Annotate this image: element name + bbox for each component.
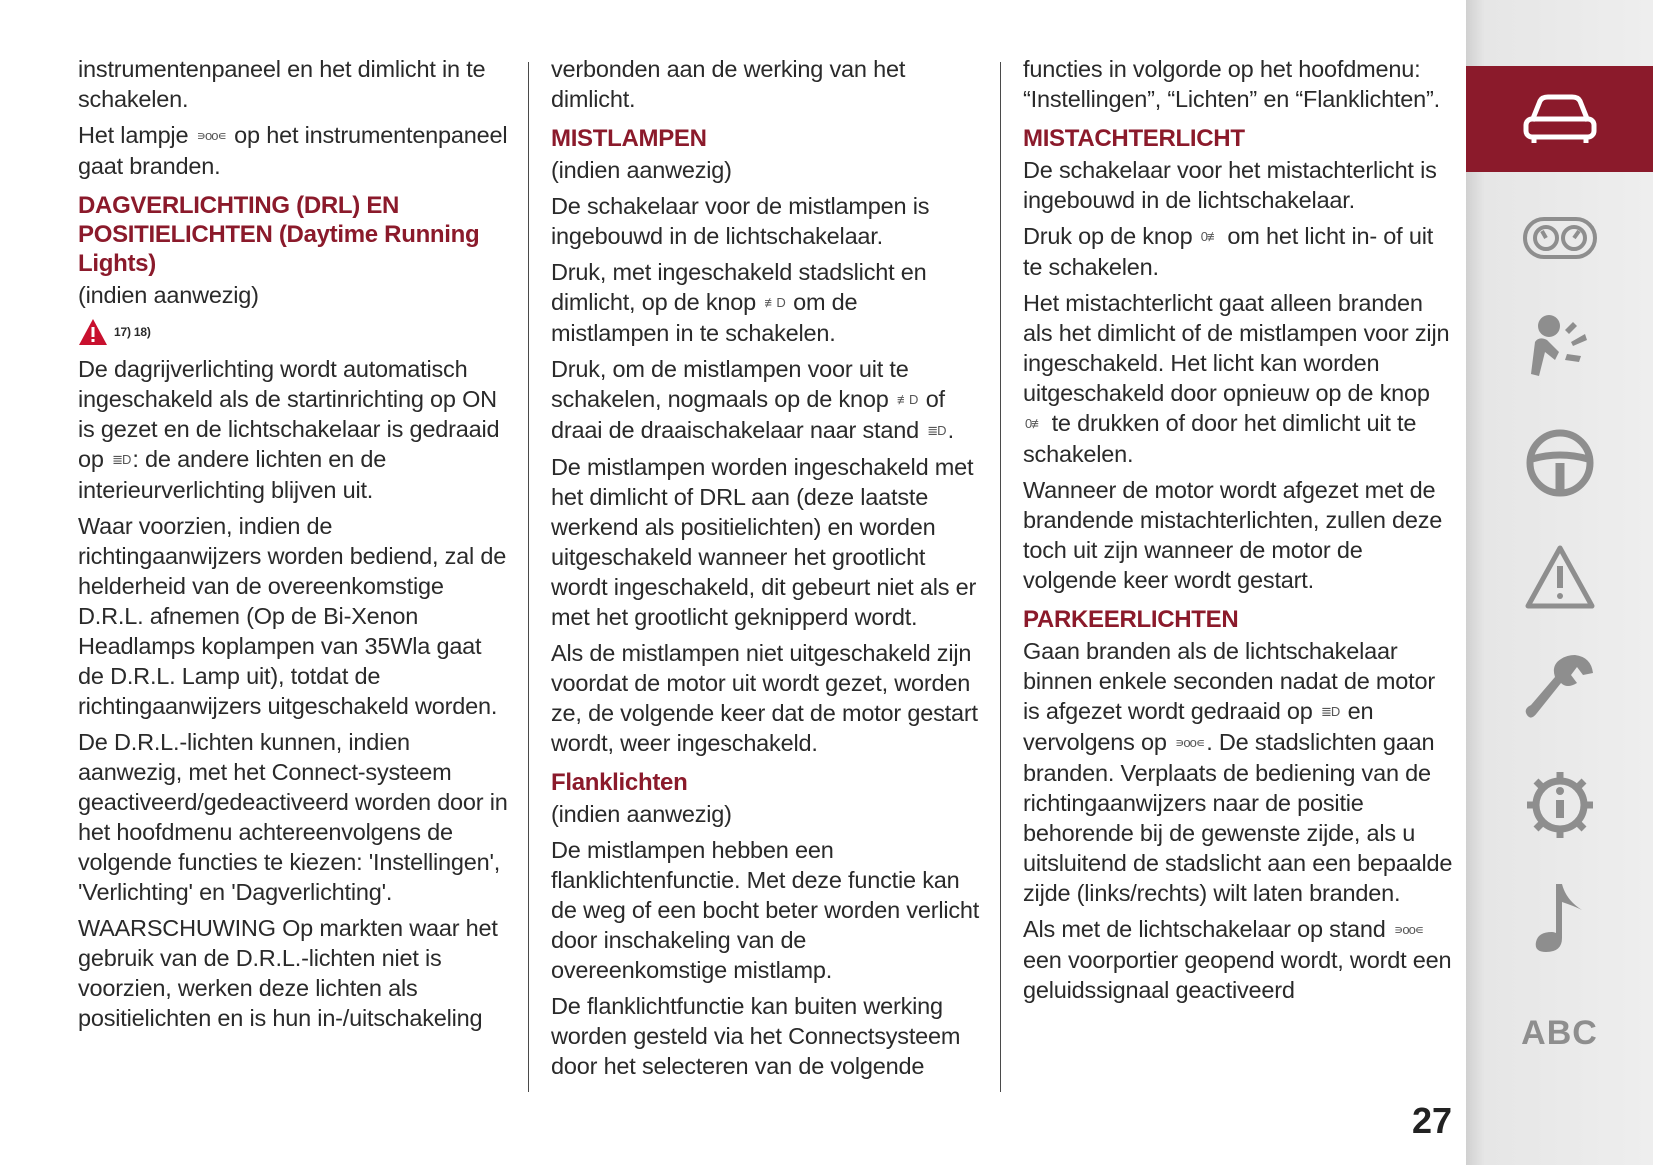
chapter-sidebar xyxy=(1466,0,1653,1165)
section-heading-drl: DAGVERLICHTING (DRL) EN POSITIELICHTEN (Daytime Running Lights) xyxy=(78,192,480,277)
text: De dagrijverlichting wordt automatisch ingeschakeld als de startinrichting op ON is gezet en de lichtschakelaar is gedraaid op xyxy=(78,356,500,472)
warning-triangle-icon xyxy=(1524,544,1596,610)
paragraph: WAARSCHUWING Op markten waar het gebruik van de D.R.L.-lichten niet is voorzien, werken deze lichten als positielichten en is hun in-/uitschakeling xyxy=(78,915,498,1031)
low-beam-icon: ≣D xyxy=(927,423,946,438)
paragraph: De mistlampen worden ingeschakeld met het dimlicht of DRL aan (deze laatste werkend als positielichten) en worden uitgeschakeld wanneer het grootlicht wordt ingeschakeld, dit gebeurt niet als er met het grootlicht geknipperd wordt. xyxy=(551,454,977,630)
text: . xyxy=(947,417,954,443)
sidebar-item-safety[interactable] xyxy=(1466,294,1653,400)
sidebar-item-maintenance[interactable] xyxy=(1466,638,1653,744)
text: : de andere lichten en de interieurverlichting blijven uit. xyxy=(78,446,387,503)
text: om de mistlampen in te schakelen. xyxy=(551,289,858,346)
sidebar-item-dashboard[interactable] xyxy=(1466,185,1653,291)
sidebar-item-car[interactable] xyxy=(1466,66,1653,172)
position-light-icon: ∍oo∊ xyxy=(1175,735,1205,750)
text: Het lampje xyxy=(78,122,189,148)
optional-note: (indien aanwezig) xyxy=(78,282,259,308)
paragraph xyxy=(1023,221,1453,282)
fog-rear-icon: 0≢ xyxy=(1200,229,1220,244)
paragraph: De schakelaar voor het mistachterlicht is ingebouwd in de lichtschakelaar. xyxy=(1023,157,1437,213)
text: . De stadslichten gaan branden. Verplaats de bediening van de richtingaanwijzers naar de positie behorende bij de gewenste zijde, als u uitsluitend de stadslicht aan een bepaalde zijde (links/rechts) wilt laten branden. xyxy=(1023,729,1453,906)
text: en vervolgens op xyxy=(1023,698,1374,755)
warning-refs: 17) 18) xyxy=(114,325,151,339)
paragraph: instrumentenpaneel en het dimlicht in te schakelen. xyxy=(78,56,486,112)
section-heading-flank: Flanklichten xyxy=(551,769,688,796)
paragraph xyxy=(1023,288,1453,469)
text: Druk, met ingeschakeld stadslicht en dimlicht, op de knop xyxy=(551,259,927,315)
fog-front-icon: ≢D xyxy=(764,295,785,310)
paragraph: De D.R.L.-lichten kunnen, indien aanwezig, met het Connect-systeem geactiveerd/gedeactiveerd worden door in het hoofdmenu achtereenvolgens de volgende functies te kiezen: 'Instellingen', 'Verlichting' en 'Dagverlichting'. xyxy=(78,729,508,905)
paragraph xyxy=(78,120,508,181)
paragraph: De flanklichtfunctie kan buiten werking worden gesteld via het Connectsysteem door het selecteren van de volgende xyxy=(551,993,961,1079)
paragraph xyxy=(78,354,508,505)
dashboard-icon xyxy=(1522,213,1598,263)
section-heading-parking: PARKEERLICHTEN xyxy=(1023,606,1239,633)
paragraph: De schakelaar voor de mistlampen is ingebouwd in de lichtschakelaar. xyxy=(551,193,930,249)
column-divider xyxy=(528,62,529,1092)
wrench-icon xyxy=(1525,653,1595,729)
paragraph: verbonden aan de werking van het dimlicht. xyxy=(551,56,906,112)
paragraph: Als de mistlampen niet uitgeschakeld zijn voordat de motor uit wordt gezet, worden ze, de volgende keer dat de motor gestart wordt, weer ingeschakeld. xyxy=(551,640,978,756)
sidebar-item-technical-data[interactable] xyxy=(1466,752,1653,858)
paragraph: Wanneer de motor wordt afgezet met de brandende mistachterlichten, zullen deze toch uit zijn wanneer de motor de volgende keer wordt gestart. xyxy=(1023,477,1443,593)
sidebar-item-driving[interactable] xyxy=(1466,410,1653,516)
text: Druk, om de mistlampen voor uit te schakelen, nogmaals op de knop xyxy=(551,356,909,412)
steering-wheel-icon xyxy=(1524,427,1596,499)
paragraph xyxy=(551,257,981,348)
position-light-icon: ∍oo∊ xyxy=(1394,922,1424,937)
text: te drukken of door het dimlicht uit te schakelen. xyxy=(1023,410,1417,467)
low-beam-icon: ≣D xyxy=(112,452,131,467)
paragraph xyxy=(551,354,981,446)
fog-front-icon: ≢D xyxy=(896,392,918,407)
index-label: ABC xyxy=(1521,1013,1598,1052)
text: Druk op de knop xyxy=(1023,223,1193,249)
paragraph: Waar voorzien, indien de richtingaanwijzers worden bediend, zal de helderheid van de overeenkomstige D.R.L. afnemen (Op de Bi-Xenon Headlamps koplampen van 35Wla gaat de D.R.L. Lamp uit), totdat de richtingaanwijzers uitgeschakeld worden. xyxy=(78,513,507,719)
paragraph xyxy=(1023,914,1453,1005)
text-column-1 xyxy=(78,54,508,1039)
paragraph: functies in volgorde op het hoofdmenu: “Instellingen”, “Lichten” en “Flanklichten”. xyxy=(1023,56,1440,112)
text: een voorportier geopend wordt, wordt een geluidssignaal geactiveerd xyxy=(1023,947,1452,1003)
sidebar-item-emergency[interactable] xyxy=(1466,524,1653,630)
text: Als met de lichtschakelaar op stand xyxy=(1023,916,1386,942)
text-column-2 xyxy=(551,54,981,1087)
optional-note: (indien aanwezig) xyxy=(551,801,732,827)
info-gear-icon xyxy=(1523,768,1597,842)
warning-icon xyxy=(78,318,108,346)
section-heading-fog: MISTLAMPEN xyxy=(551,125,707,152)
warning-reference xyxy=(78,316,508,348)
paragraph: De mistlampen hebben een flanklichtenfunctie. Met deze functie kan de weg of een bocht beter worden verlicht door inschakeling van de overeenkomstige mistlamp. xyxy=(551,837,980,983)
music-note-icon xyxy=(1530,880,1590,954)
text-column-3 xyxy=(1023,54,1453,1011)
text: Het mistachterlicht gaat alleen branden als het dimlicht of de mistlampen voor zijn ingeschakeld. Het licht kan worden uitgeschakeld door opnieuw op de knop xyxy=(1023,290,1450,406)
column-divider xyxy=(1000,62,1001,1092)
page-number: 27 xyxy=(1411,1100,1452,1141)
low-beam-icon: ≣D xyxy=(1321,704,1340,719)
car-icon xyxy=(1522,91,1598,147)
optional-note: (indien aanwezig) xyxy=(551,157,732,183)
text: Gaan branden als de lichtschakelaar binnen enkele seconden nadat de motor is afgezet wordt gedraaid op xyxy=(1023,638,1435,724)
sidebar-item-multimedia[interactable] xyxy=(1466,864,1653,970)
fog-rear-icon: 0≢ xyxy=(1025,416,1044,431)
text: op het instrumentenpaneel gaat branden. xyxy=(78,122,508,179)
text: of draai de draaischakelaar naar stand xyxy=(551,386,945,443)
paragraph xyxy=(1023,636,1453,908)
section-heading-rear-fog: MISTACHTERLICHT xyxy=(1023,125,1245,152)
position-light-icon: ∍oo∊ xyxy=(196,128,226,143)
sidebar-item-index[interactable] xyxy=(1466,980,1653,1086)
airbag-person-icon xyxy=(1525,312,1595,382)
text: om het licht in- of uit te schakelen. xyxy=(1023,223,1434,280)
